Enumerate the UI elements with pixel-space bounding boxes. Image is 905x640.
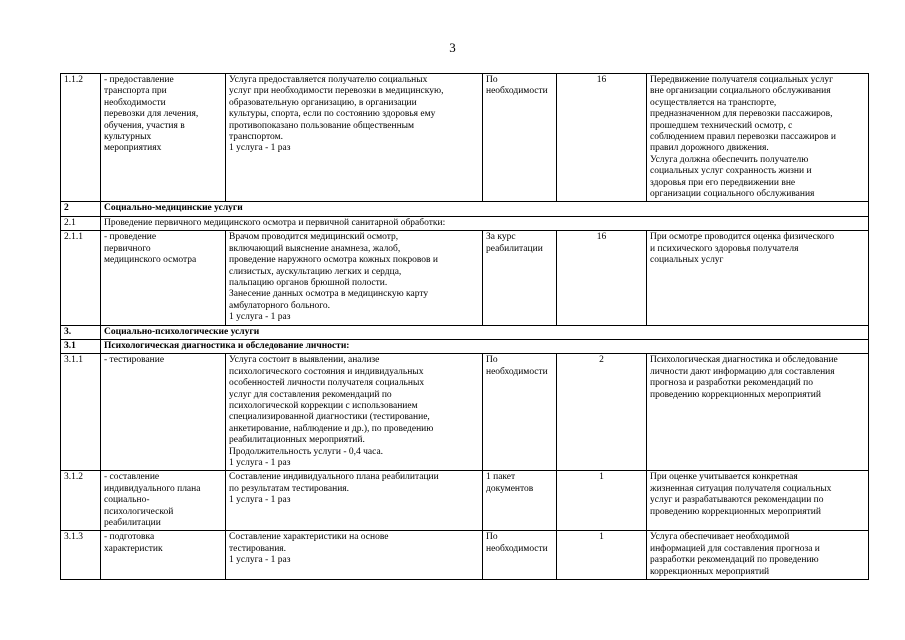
- section-row: [61, 325, 869, 339]
- service-volume: 1: [557, 471, 647, 531]
- cell-line: здоровья при его передвижении вне: [650, 177, 796, 188]
- cell-line: обучения, участия в: [104, 120, 185, 131]
- service-description: [226, 531, 483, 580]
- cell-line: Занесение данных осмотра в медицинскую карту: [229, 289, 429, 300]
- cell-line: противопоказано пользование общественным: [229, 120, 415, 131]
- cell-line: Услуга предоставляется получателю социальных: [229, 75, 428, 85]
- service-volume: 1: [557, 531, 647, 580]
- cell-line: мероприятиях: [104, 143, 162, 154]
- service-conditions: [647, 231, 869, 325]
- cell-line: Составление характеристики на основе: [229, 532, 389, 543]
- cell-line: социальных услуг сохранность жизни и: [650, 166, 812, 177]
- cell-line: личности дают информацию для составления: [650, 366, 835, 377]
- cell-line: Врачом проводится медицинский осмотр,: [229, 232, 399, 243]
- cell-line: анкетирование, наблюдение и др.), по проведению: [229, 423, 434, 434]
- cell-line: - составление: [104, 472, 160, 483]
- section-number: 2: [61, 202, 101, 216]
- section-row: [61, 216, 869, 230]
- cell-line: индивидуального плана: [104, 483, 201, 494]
- cell-line: культуры, спорта, если по состоянию здоровья ему: [229, 109, 436, 120]
- cell-line: За курс: [486, 232, 516, 243]
- cell-line: реабилитационных мероприятий.: [229, 435, 365, 446]
- cell-line: По: [486, 355, 498, 366]
- row-number: 3.1.2: [61, 471, 101, 531]
- service-description: [226, 74, 483, 202]
- cell-line: жизненная ситуация получателя социальных: [650, 483, 832, 494]
- service-name: [101, 354, 226, 471]
- cell-line: включающий выяснение анамнеза, жалоб,: [229, 243, 401, 254]
- service-name: [101, 531, 226, 580]
- cell-line: необходимости: [104, 97, 166, 108]
- service-row: [61, 471, 869, 531]
- cell-line: 1 услуга - 1 раз: [229, 143, 291, 154]
- cell-line: проведению коррекционных мероприятий: [650, 506, 821, 517]
- cell-line: документов: [486, 483, 534, 494]
- cell-line: социально-: [104, 495, 150, 506]
- cell-line: необходимости: [486, 86, 548, 97]
- cell-line: характеристик: [104, 543, 163, 554]
- cell-line: специализированной диагностики (тестирование,: [229, 412, 430, 423]
- cell-line: вне организации социального обслуживания: [650, 86, 831, 97]
- cell-line: разработки рекомендаций по проведению: [650, 555, 819, 566]
- cell-line: первичного: [104, 243, 151, 254]
- cell-line: по результатам тестирования.: [229, 483, 350, 494]
- cell-line: услуг для составления рекомендаций по: [229, 389, 392, 400]
- cell-line: По: [486, 75, 498, 85]
- cell-line: тестирования.: [229, 543, 287, 554]
- row-number: 3.1.1: [61, 354, 101, 471]
- cell-line: 1 услуга - 1 раз: [229, 458, 291, 468]
- section-number: 3.: [61, 325, 101, 339]
- cell-line: психологического состояния и индивидуальных: [229, 366, 424, 377]
- services-table: [60, 73, 869, 580]
- cell-line: Услуга обеспечивает необходимой: [650, 532, 790, 543]
- service-row: [61, 74, 869, 202]
- service-frequency: [483, 74, 557, 202]
- service-name: [101, 231, 226, 325]
- service-conditions: [647, 531, 869, 580]
- service-conditions: [647, 471, 869, 531]
- cell-line: - проведение: [104, 232, 157, 243]
- cell-line: Психологическая диагностика и обследование: [650, 355, 838, 366]
- cell-line: правил дорожного движения.: [650, 143, 769, 154]
- service-frequency: [483, 231, 557, 325]
- service-row: [61, 231, 869, 325]
- cell-line: перевозки для лечения,: [104, 109, 199, 120]
- cell-line: 1 услуга - 1 раз: [229, 495, 291, 506]
- cell-line: - подготовка: [104, 532, 155, 543]
- cell-line: образовательную организацию, в организации: [229, 97, 417, 108]
- service-conditions: [647, 74, 869, 202]
- cell-line: соблюдением правил перевозки пассажиров и: [650, 132, 836, 143]
- cell-line: проведению коррекционных мероприятий: [650, 389, 821, 400]
- cell-line: пальпацию органов брюшной полости.: [229, 277, 388, 288]
- cell-line: При осмотре проводится оценка физического: [650, 232, 835, 243]
- cell-line: 1 услуга - 1 раз: [229, 555, 291, 566]
- cell-line: социальных услуг: [650, 255, 724, 266]
- cell-line: реабилитации: [486, 243, 543, 254]
- cell-line: культурных: [104, 132, 152, 143]
- page-number: 3: [449, 40, 456, 55]
- section-number: 2.1: [61, 216, 101, 230]
- cell-line: психологической: [104, 506, 174, 517]
- cell-line: реабилитации: [104, 518, 161, 529]
- row-number: 1.1.2: [61, 74, 101, 202]
- section-title: Психологическая диагностика и обследование личности:: [101, 339, 869, 353]
- cell-line: медицинского осмотра: [104, 255, 197, 266]
- section-row: [61, 202, 869, 216]
- service-frequency: [483, 354, 557, 471]
- service-description: [226, 471, 483, 531]
- cell-line: услуг при необходимости перевозки в медицинскую,: [229, 86, 444, 97]
- row-number: 2.1.1: [61, 231, 101, 325]
- cell-line: Продолжительность услуги - 0,4 часа.: [229, 446, 384, 457]
- cell-line: прогноза и разработки рекомендаций по: [650, 378, 813, 389]
- section-title: Социально-медицинские услуги: [101, 202, 869, 216]
- service-name: [101, 74, 226, 202]
- cell-line: 1 услуга - 1 раз: [229, 312, 291, 323]
- section-row: [61, 339, 869, 353]
- cell-line: - предоставление: [104, 75, 174, 85]
- cell-line: проведение наружного осмотра кожных покровов и: [229, 255, 438, 266]
- cell-line: транспорта при: [104, 86, 167, 97]
- cell-line: услуг и разрабатываются рекомендации по: [650, 495, 824, 506]
- cell-line: Составление индивидуального плана реабилитации: [229, 472, 439, 483]
- section-number: 3.1: [61, 339, 101, 353]
- cell-line: слизистых, аускультацию легких и сердца,: [229, 266, 402, 277]
- cell-line: - тестирование: [104, 355, 165, 366]
- cell-line: организации социального обслуживания: [650, 189, 815, 200]
- cell-line: и психического здоровья получателя: [650, 243, 799, 254]
- cell-line: Передвижение получателя социальных услуг: [650, 75, 833, 85]
- service-frequency: [483, 471, 557, 531]
- section-title: Проведение первичного медицинского осмотра и первичной санитарной обработки:: [101, 216, 869, 230]
- service-volume: 2: [557, 354, 647, 471]
- service-name: [101, 471, 226, 531]
- cell-line: осуществляется на транспорте,: [650, 97, 777, 108]
- cell-line: информацией для составления прогноза и: [650, 543, 820, 554]
- cell-line: прошедшем технический осмотр, с: [650, 120, 793, 131]
- cell-line: необходимости: [486, 366, 548, 377]
- section-title: Социально-психологические услуги: [101, 325, 869, 339]
- cell-line: психологической коррекции с использованием: [229, 400, 418, 411]
- service-frequency: [483, 531, 557, 580]
- cell-line: амбулаторного больного.: [229, 300, 331, 311]
- service-row: [61, 531, 869, 580]
- service-conditions: [647, 354, 869, 471]
- cell-line: При оценке учитывается конкретная: [650, 472, 798, 483]
- service-description: [226, 354, 483, 471]
- service-volume: 16: [557, 74, 647, 202]
- service-description: [226, 231, 483, 325]
- cell-line: Услуга состоит в выявлении, анализе: [229, 355, 380, 366]
- cell-line: коррекционных мероприятий: [650, 566, 770, 577]
- cell-line: транспортом.: [229, 132, 283, 143]
- service-volume: 16: [557, 231, 647, 325]
- cell-line: особенностей личности получателя социальных: [229, 378, 425, 389]
- cell-line: необходимости: [486, 543, 548, 554]
- row-number: 3.1.3: [61, 531, 101, 580]
- cell-line: предназначенном для перевозки пассажиров,: [650, 109, 833, 120]
- service-row: [61, 354, 869, 471]
- cell-line: 1 пакет: [486, 472, 516, 483]
- cell-line: Услуга должна обеспечить получателю: [650, 154, 809, 165]
- cell-line: По: [486, 532, 498, 543]
